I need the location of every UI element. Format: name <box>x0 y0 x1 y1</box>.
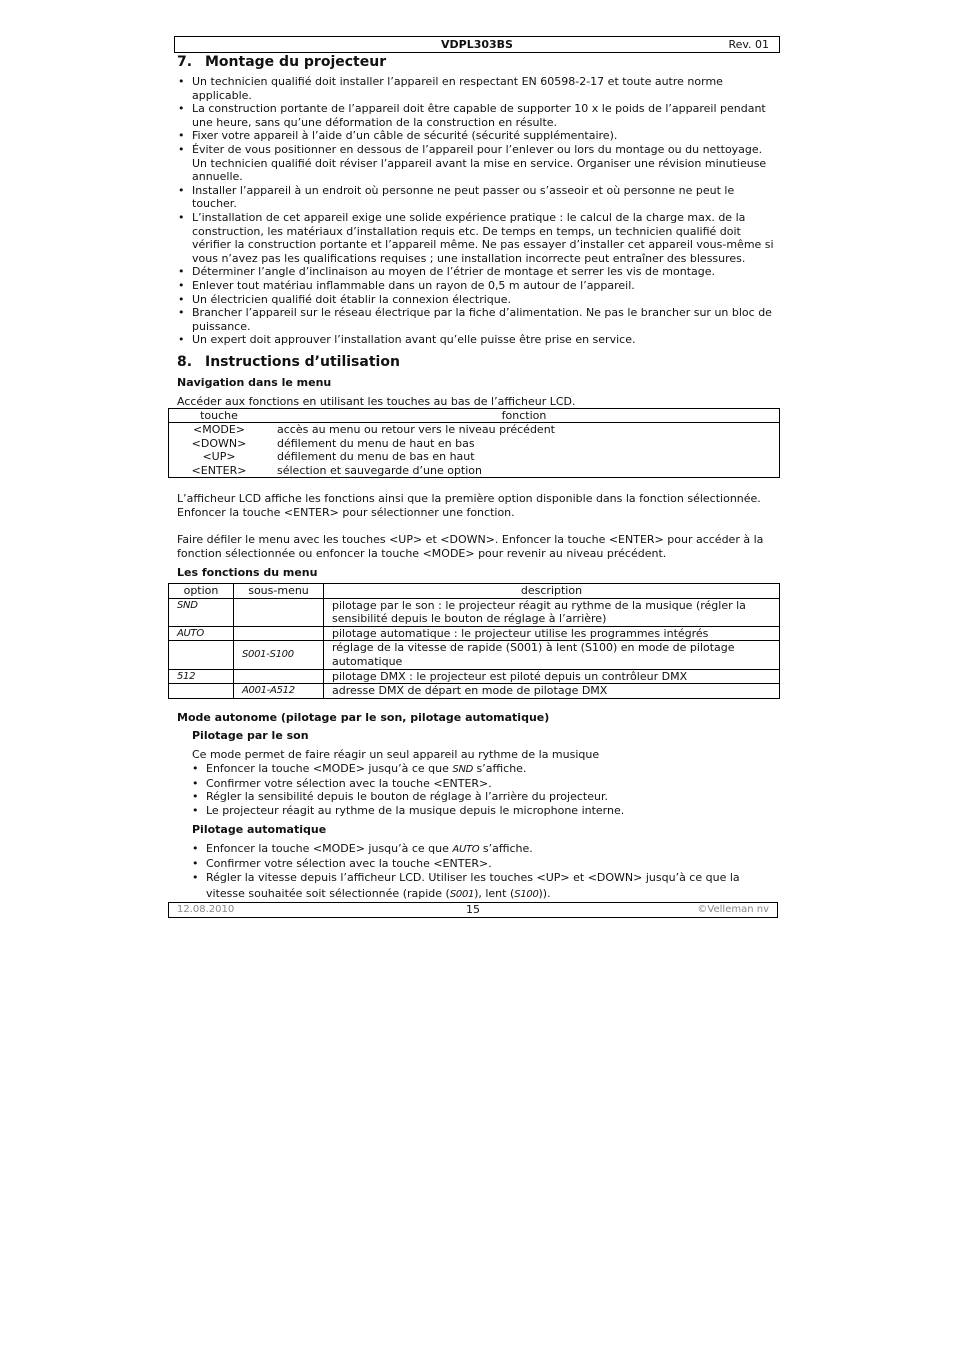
fn-col-option: option <box>169 584 234 599</box>
auto-step-text: ), lent ( <box>474 887 515 901</box>
list-item: • Confirmer votre sélection avec la touche <ENTER>. <box>191 857 780 871</box>
section-7-heading <box>177 54 386 70</box>
section-7-title: Montage du projecteur <box>205 54 387 70</box>
menu-scroll-paragraph: Faire défiler le menu avec les touches <UP> et <DOWN>. Enfoncer la touche <ENTER> pour accéder à la fonction sélectionnée ou enfoncer la touche <MODE> pour revenir au niveau précédent. <box>177 533 764 560</box>
fn-option <box>169 641 234 669</box>
nav-key: <UP> <box>202 450 236 463</box>
section-8-heading <box>177 354 400 370</box>
table-row <box>169 669 780 684</box>
footer-copyright: ©Velleman nv <box>697 904 769 915</box>
auto-step-text: Régler la vitesse depuis l’afficheur LCD. Utiliser les touches <UP> et <DOWN> jusqu’à ce que la vitesse souhaitée soit sélectionnée (rapide ( <box>206 871 740 901</box>
table-row <box>169 626 780 641</box>
page-header <box>174 36 780 53</box>
fn-col-submenu: sous-menu <box>234 584 324 599</box>
nav-heading: Navigation dans le menu <box>177 376 332 389</box>
fn-option: SND <box>169 598 234 626</box>
fn-description: adresse DMX de départ en mode de pilotage DMX <box>324 684 780 699</box>
list-item: • La construction portante de l’appareil doit être capable de supporter 10 x le poids de l’appareil pendant une heure, sans qu’une déformation de la construction en résulte. <box>177 102 780 129</box>
page-number: 15 <box>466 903 480 916</box>
table-row <box>169 423 780 437</box>
auto-step-text: Enfoncer la touche <MODE> jusqu’à ce que <box>206 842 453 855</box>
list-item: • Déterminer l’angle d’inclinaison au moyen de l’étrier de montage et serrer les vis de montage. <box>177 265 780 279</box>
nav-key: <DOWN> <box>191 436 247 450</box>
fn-submenu <box>234 626 324 641</box>
menu-functions-table <box>168 583 780 699</box>
table-row <box>169 450 780 464</box>
auto-control-heading: Pilotage automatique <box>192 823 327 836</box>
nav-key: <MODE> <box>192 423 245 436</box>
list-item: • Brancher l’appareil sur le réseau électrique par la fiche d’alimentation. Ne pas le brancher sur un bloc de puissance. <box>177 306 780 333</box>
list-item: • Confirmer votre sélection avec la touche <ENTER>. <box>191 777 780 791</box>
lcd-code-s001: S001 <box>449 889 475 901</box>
list-item: • Un technicien qualifié doit installer l’appareil en respectant EN 60598-2-17 et toute autre norme applicable. <box>177 75 780 102</box>
footer-date: 12.08.2010 <box>177 904 235 915</box>
nav-key: <ENTER> <box>191 463 247 477</box>
list-item: • Fixer votre appareil à l’aide d’un câble de sécurité (sécurité supplémentaire). <box>177 129 780 143</box>
list-item: • Un expert doit approuver l’installation avant qu’elle puisse être prise en service. <box>177 333 780 347</box>
sound-control-list <box>191 762 780 817</box>
menu-functions-heading: Les fonctions du menu <box>177 566 318 579</box>
list-item: • Enlever tout matériau inflammable dans un rayon de 0,5 m autour de l’appareil. <box>177 279 780 293</box>
nav-function: défilement du menu de bas en haut <box>277 450 475 463</box>
fn-option: 512 <box>169 669 234 684</box>
header-model: VDPL303BS <box>441 38 513 51</box>
sound-step-text: Enfoncer la touche <MODE> jusqu’à ce que <box>206 762 453 775</box>
auto-step-text: )). <box>538 887 551 901</box>
table-row <box>169 684 780 699</box>
standalone-mode-heading: Mode autonome (pilotage par le son, pilotage automatique) <box>177 711 550 724</box>
sound-control-heading: Pilotage par le son <box>192 729 309 742</box>
section-8-title: Instructions d’utilisation <box>205 354 400 370</box>
nav-table <box>168 408 780 478</box>
list-item: • Éviter de vous positionner en dessous de l’appareil pour l’enlever ou lors du montage ou du nettoyage. Un technicien qualifié doit réviser l’appareil avant la mise en service. Organiser une révision minutieuse annuelle. <box>177 143 780 184</box>
list-item: • Un électricien qualifié doit établir la connexion électrique. <box>177 293 780 307</box>
list-item <box>191 762 780 777</box>
nav-function: accès au menu ou retour vers le niveau précédent <box>277 423 555 436</box>
table-row <box>169 641 780 669</box>
auto-step-text: s’affiche. <box>479 842 533 855</box>
auto-control-list <box>191 842 780 903</box>
nav-intro: Accéder aux fonctions en utilisant les touches au bas de l’afficheur LCD. <box>177 395 576 408</box>
list-item <box>191 870 780 903</box>
list-item: • Le projecteur réagit au rythme de la musique depuis le microphone interne. <box>191 804 780 818</box>
nav-col-key: touche <box>169 409 270 423</box>
page-footer <box>168 902 778 918</box>
lcd-code-s100: S100 <box>514 889 539 901</box>
nav-function: défilement du menu de haut en bas <box>277 436 475 450</box>
table-row <box>169 437 780 451</box>
lcd-code-snd: SND <box>452 764 474 775</box>
table-row <box>169 598 780 626</box>
list-item <box>191 842 780 857</box>
fn-option <box>169 684 234 699</box>
section-7-number: 7. <box>177 54 193 70</box>
header-revision: Rev. 01 <box>728 38 769 51</box>
nav-function: sélection et sauvegarde d’une option <box>277 463 483 477</box>
fn-submenu: A001-A512 <box>234 684 324 699</box>
lcd-code-auto: AUTO <box>452 844 480 855</box>
section-8-number: 8. <box>177 354 193 370</box>
sound-step-text: s’affiche. <box>473 762 527 775</box>
fn-submenu <box>234 669 324 684</box>
list-item: • Régler la sensibilité depuis le bouton de réglage à l’arrière du projecteur. <box>191 790 780 804</box>
section-7-list <box>177 75 780 347</box>
lcd-paragraph: L’afficheur LCD affiche les fonctions ainsi que la première option disponible dans la fonction sélectionnée. Enfoncer la touche <ENTER> pour sélectionner une fonction. <box>177 492 761 519</box>
fn-submenu <box>234 598 324 626</box>
nav-col-function: fonction <box>269 409 780 423</box>
list-item: • L’installation de cet appareil exige une solide expérience pratique : le calcul de la charge max. de la construction, les matériaux d’installation requis etc. De temps en temps, un technicien qualifié doit vérifier la construction portante et l’appareil même. Ne pas essayer d’installer cet appareil vous-même si vous n’avez pas les qualifications requises ; une installation incorrecte peut entraîner des blessures. <box>177 211 780 265</box>
list-item: • Installer l’appareil à un endroit où personne ne peut passer ou s’asseoir et où personne ne peut le toucher. <box>177 184 780 211</box>
fn-submenu: S001-S100 <box>234 641 324 669</box>
fn-col-description: description <box>324 584 780 599</box>
fn-description: pilotage automatique : le projecteur utilise les programmes intégrés <box>324 626 780 641</box>
sound-control-intro: Ce mode permet de faire réagir un seul appareil au rythme de la musique <box>192 748 600 761</box>
fn-description: pilotage DMX : le projecteur est piloté depuis un contrôleur DMX <box>324 669 780 684</box>
fn-description: réglage de la vitesse de rapide (S001) à lent (S100) en mode de pilotage automatique <box>324 641 780 669</box>
fn-option: AUTO <box>169 626 234 641</box>
table-row <box>169 464 780 478</box>
fn-description: pilotage par le son : le projecteur réagit au rythme de la musique (régler la sensibilité depuis le bouton de réglage à l’arrière) <box>324 598 780 626</box>
